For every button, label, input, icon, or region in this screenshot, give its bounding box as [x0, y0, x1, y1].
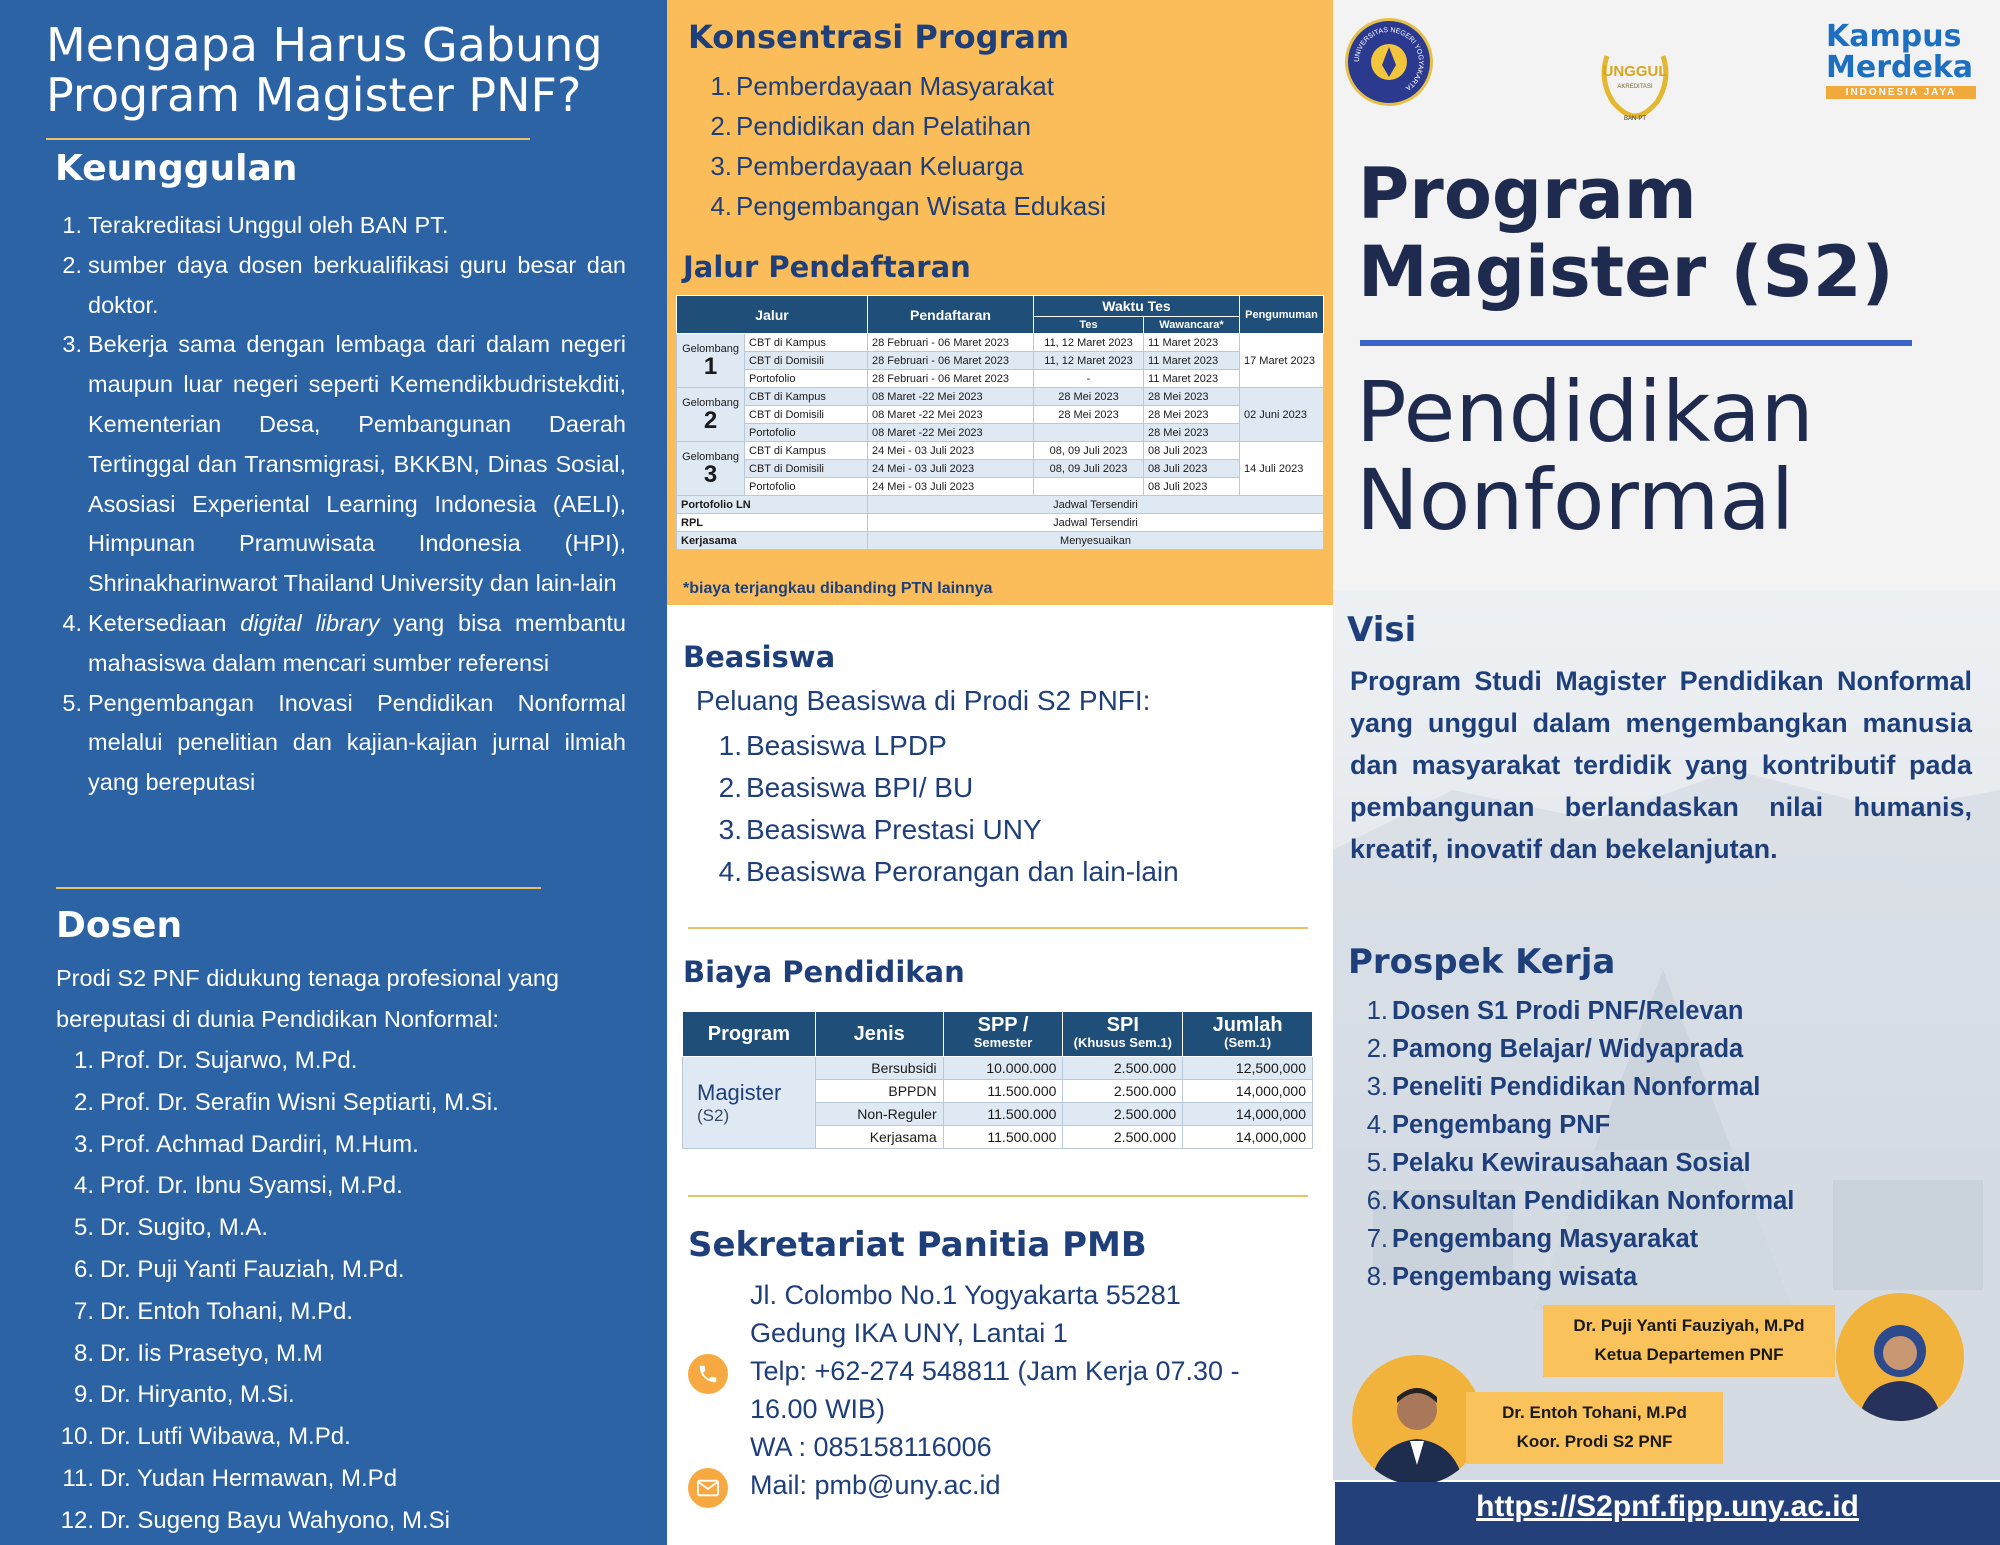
- list-item: 4. Beasiswa Perorangan dan lain-lain: [718, 856, 1179, 887]
- divider: [56, 887, 541, 889]
- jadwal-cell: Menyesuaikan: [868, 532, 1324, 550]
- jenis-cell: Bersubsidi: [815, 1057, 943, 1080]
- daftar-cell: 08 Maret -22 Mei 2023: [868, 424, 1034, 442]
- list-item: 7. Dr. Entoh Tohani, M.Pd.: [73, 1297, 354, 1325]
- wawancara-cell: 08 Juli 2023: [1144, 442, 1240, 460]
- jalur-cell: CBT di Domisili: [745, 406, 868, 424]
- list-item: 3. Prof. Achmad Dardiri, M.Hum.: [73, 1130, 419, 1158]
- dosen-intro: Prodi S2 PNF didukung tenaga profesional yang bereputasi di dunia Pendidikan Nonformal:: [56, 965, 559, 1032]
- gelombang-cell: Gelombang 2: [677, 388, 745, 442]
- col-jenis: Jenis: [815, 1012, 943, 1057]
- table-row: [677, 352, 1324, 370]
- list-item: 4. Prof. Dr. Ibnu Syamsi, M.Pd.: [73, 1172, 403, 1200]
- wawancara-cell: 28 Mei 2023: [1144, 388, 1240, 406]
- jalur-cell: CBT di Kampus: [745, 442, 868, 460]
- list-item: 10. Dr. Lutfi Wibawa, M.Pd.: [60, 1423, 351, 1451]
- divider: [688, 1195, 1308, 1197]
- wawancara-cell: 11 Maret 2023: [1144, 352, 1240, 370]
- list-item: 3. Bekerja sama dengan lembaga dari dalam negeri maupun luar negeri seperti Kemendikbudristekditi, Kementerian Desa, Pembangunan Daerah Tertinggal dan Transmigrasi, BKKBN, Dinas Sosial, Asosiasi Experiental Learning Indonesia (AELI), Himpunan Pramuwisata Indonesia (HPI), Shrinakharinwarot Thailand University dan lain-lain: [62, 331, 626, 597]
- tes-cell: 08, 09 Juli 2023: [1034, 460, 1144, 478]
- keunggulan-list: [56, 206, 626, 803]
- list-item: 6. Konsultan Pendidikan Nonformal: [1366, 1187, 1795, 1215]
- jadwal-cell: Jadwal Tersendiri: [868, 496, 1324, 514]
- list-item: 2. Prof. Dr. Serafin Wisni Septiarti, M.Si.: [73, 1088, 499, 1116]
- col-program: Program: [683, 1012, 816, 1057]
- list-item: 4. Ketersediaan digital library yang bisa membantu mahasiswa dalam mencari sumber referensi: [62, 609, 626, 676]
- registration-table: [676, 295, 1324, 550]
- building-line: Gedung IKA UNY, Lantai 1: [750, 1318, 1068, 1348]
- spp-cell: 11.500.000: [943, 1103, 1063, 1126]
- reg-note: *biaya terjangkau dibanding PTN lainnya: [683, 580, 993, 597]
- program-title: Program Magister (S2): [1358, 153, 1894, 313]
- list-item: 5. Pelaku Kewirausahaan Sosial: [1366, 1149, 1751, 1177]
- list-item: 3. Peneliti Pendidikan Nonformal: [1366, 1073, 1761, 1101]
- phone-icon: [688, 1354, 728, 1394]
- list-item: 2. Beasiswa BPI/ BU: [718, 772, 974, 803]
- table-row: [677, 532, 1324, 550]
- spi-cell: 2.500.000: [1063, 1103, 1183, 1126]
- list-item: 8. Pengembang wisata: [1366, 1263, 1638, 1291]
- main-heading: Mengapa Harus Gabung Program Magister PNF?: [46, 18, 603, 122]
- beasiswa-intro: Peluang Beasiswa di Prodi S2 PNFI:: [696, 685, 1151, 716]
- keunggulan-heading: Keunggulan: [55, 148, 298, 189]
- fee-table: [682, 1011, 1313, 1149]
- uny-logo: [1345, 18, 1433, 106]
- person2-label: Dr. Entoh Tohani, M.Pd Koor. Prodi S2 PNF: [1466, 1392, 1723, 1464]
- daftar-cell: 08 Maret -22 Mei 2023: [868, 406, 1034, 424]
- spp-cell: 11.500.000: [943, 1080, 1063, 1103]
- konsentrasi-list: [700, 66, 1106, 226]
- list-item: 1. Pemberdayaan Masyarakat: [710, 71, 1054, 101]
- svg-text:AKREDITASI: AKREDITASI: [1617, 84, 1653, 90]
- jalur-cell: CBT di Domisili: [745, 460, 868, 478]
- daftar-cell: 28 Februari - 06 Maret 2023: [868, 334, 1034, 352]
- svg-text:UNGGUL: UNGGUL: [1602, 63, 1668, 80]
- daftar-cell: 24 Mei - 03 Juli 2023: [868, 478, 1034, 496]
- table-row: [677, 334, 1324, 352]
- pengumuman-cell: 02 Juni 2023: [1240, 388, 1324, 442]
- list-item: 9. Dr. Hiryanto, M.Si.: [73, 1381, 295, 1409]
- phone-line: Telp: +62-274 548811 (Jam Kerja 07.30 - 16.00 WIB): [750, 1356, 1240, 1424]
- svg-text:BAN-PT: BAN-PT: [1623, 116, 1647, 122]
- jumlah-cell: 14,000,000: [1183, 1103, 1313, 1126]
- jalur-cell: Portofolio: [745, 424, 868, 442]
- visi-heading: Visi: [1347, 610, 1417, 650]
- list-item: 3. Pemberdayaan Keluarga: [710, 151, 1024, 181]
- divider: [688, 927, 1308, 929]
- spp-cell: 11.500.000: [943, 1126, 1063, 1149]
- address-line: Jl. Colombo No.1 Yogyakarta 55281: [750, 1280, 1181, 1310]
- list-item: 1. Dosen S1 Prodi PNF/Relevan: [1366, 997, 1744, 1025]
- table-row: [677, 406, 1324, 424]
- visi-text: Program Studi Magister Pendidikan Nonformal yang unggul dalam mengembangkan manusia dan masyarakat terdidik yang kontributif pada pembangunan berlandaskan nilai humanis, kreatif, inovatif dan bekelanjutan.: [1350, 666, 1972, 864]
- website-link[interactable]: https://S2pnf.fipp.uny.ac.id: [1476, 1490, 1859, 1523]
- spi-cell: 2.500.000: [1063, 1057, 1183, 1080]
- list-item: 12. Dr. Sugeng Bayu Wahyono, M.Si: [60, 1506, 450, 1534]
- kampus-merdeka-logo: Kampus Merdeka INDONESIA JAYA: [1826, 22, 1976, 110]
- daftar-cell: 24 Mei - 03 Juli 2023: [868, 442, 1034, 460]
- prospek-heading: Prospek Kerja: [1348, 942, 1616, 982]
- contact-block: [750, 1276, 1290, 1504]
- pengumuman-cell: 17 Maret 2023: [1240, 334, 1324, 388]
- email-line[interactable]: Mail: pmb@uny.ac.id: [750, 1470, 1001, 1500]
- program-subtitle: Pendidikan Nonformal: [1356, 363, 1814, 549]
- table-row: [677, 514, 1324, 532]
- jalur-heading: Jalur Pendaftaran: [683, 250, 971, 284]
- jalur-cell: CBT di Kampus: [745, 388, 868, 406]
- jenis-cell: Non-Reguler: [815, 1103, 943, 1126]
- table-row: [677, 370, 1324, 388]
- list-item: 1. Beasiswa LPDP: [718, 730, 947, 761]
- table-row: [677, 442, 1324, 460]
- gelombang-cell: Gelombang 1: [677, 334, 745, 388]
- col-wawancara: Wawancara*: [1144, 317, 1240, 334]
- tes-cell: 11, 12 Maret 2023: [1034, 352, 1144, 370]
- wa-line: WA : 085158116006: [750, 1432, 992, 1462]
- gelombang-cell: Gelombang 3: [677, 442, 745, 496]
- list-item: 11. Dr. Yudan Hermawan, M.Pd: [62, 1464, 398, 1492]
- list-item: 6. Dr. Puji Yanti Fauziah, M.Pd.: [73, 1255, 405, 1283]
- wawancara-cell: 28 Mei 2023: [1144, 406, 1240, 424]
- person2-photo: [1352, 1355, 1482, 1485]
- table-row: [677, 424, 1324, 442]
- jalur-cell: Portofolio: [745, 478, 868, 496]
- prospek-list: [1362, 992, 1794, 1296]
- daftar-cell: 28 Februari - 06 Maret 2023: [868, 352, 1034, 370]
- col-jumlah: Jumlah (Sem.1): [1183, 1012, 1313, 1057]
- tes-cell: 28 Mei 2023: [1034, 388, 1144, 406]
- col-spi: SPI (Khusus Sem.1): [1063, 1012, 1183, 1057]
- table-row: [683, 1057, 1313, 1080]
- biaya-heading: Biaya Pendidikan: [683, 955, 965, 989]
- col-spp: SPP / Semester: [943, 1012, 1063, 1057]
- pengumuman-cell: 14 Juli 2023: [1240, 442, 1324, 496]
- list-item: 3. Beasiswa Prestasi UNY: [718, 814, 1042, 845]
- list-item: 2. Pamong Belajar/ Widyaprada: [1366, 1035, 1744, 1063]
- svg-text:UNIVERSITAS NEGERI YOGYAKARTA: UNIVERSITAS NEGERI YOGYAKARTA: [1353, 26, 1425, 92]
- list-item: 1. Prof. Dr. Sujarwo, M.Pd.: [73, 1047, 358, 1074]
- dosen-list: [56, 1040, 626, 1542]
- jumlah-cell: 12,500,000: [1183, 1057, 1313, 1080]
- person1-photo: [1836, 1293, 1964, 1421]
- spi-cell: 2.500.000: [1063, 1080, 1183, 1103]
- sekretariat-heading: Sekretariat Panitia PMB: [688, 1225, 1147, 1265]
- wawancara-cell: 08 Juli 2023: [1144, 478, 1240, 496]
- col-waktu-tes: Waktu Tes: [1034, 296, 1240, 317]
- tes-cell: 11, 12 Maret 2023: [1034, 334, 1144, 352]
- jalur-cell: CBT di Domisili: [745, 352, 868, 370]
- tes-cell: -: [1034, 370, 1144, 388]
- col-pendaftaran: Pendaftaran: [868, 296, 1034, 334]
- tes-cell: [1034, 478, 1144, 496]
- mail-icon: [688, 1468, 728, 1508]
- list-item: 7. Pengembang Masyarakat: [1366, 1225, 1699, 1253]
- title-underline: [1360, 340, 1912, 346]
- table-row: [677, 460, 1324, 478]
- beasiswa-heading: Beasiswa: [683, 640, 836, 674]
- spi-cell: 2.500.000: [1063, 1126, 1183, 1149]
- jalur-cell: CBT di Kampus: [745, 334, 868, 352]
- list-item: 4. Pengembangan Wisata Edukasi: [710, 191, 1107, 221]
- daftar-cell: 08 Maret -22 Mei 2023: [868, 388, 1034, 406]
- konsentrasi-heading: Konsentrasi Program: [688, 18, 1070, 56]
- person1-label: Dr. Puji Yanti Fauziyah, M.Pd Ketua Departemen PNF: [1543, 1305, 1835, 1377]
- list-item: 2. sumber daya dosen berkualifikasi guru besar dan doktor.: [62, 251, 626, 318]
- wawancara-cell: 28 Mei 2023: [1144, 424, 1240, 442]
- dosen-heading: Dosen: [56, 905, 183, 946]
- jadwal-cell: Jadwal Tersendiri: [868, 514, 1324, 532]
- tes-cell: 28 Mei 2023: [1034, 406, 1144, 424]
- jumlah-cell: 14,000,000: [1183, 1126, 1313, 1149]
- jalur-cell: Portofolio LN: [677, 496, 868, 514]
- jalur-cell: Kerjasama: [677, 532, 868, 550]
- table-row: [677, 388, 1324, 406]
- list-item: 8. Dr. Iis Prasetyo, M.M: [73, 1339, 323, 1367]
- wawancara-cell: 11 Maret 2023: [1144, 370, 1240, 388]
- wawancara-cell: 08 Juli 2023: [1144, 460, 1240, 478]
- list-item: 2. Pendidikan dan Pelatihan: [710, 111, 1031, 141]
- jenis-cell: BPPDN: [815, 1080, 943, 1103]
- col-jalur: Jalur: [677, 296, 868, 334]
- list-item: 5. Pengembangan Inovasi Pendidikan Nonformal melalui penelitian dan kajian-kajian jurnal ilmiah yang bereputasi: [62, 689, 626, 796]
- unggul-badge: [1595, 36, 1675, 122]
- left-panel: [0, 0, 667, 1545]
- program-cell: Magister (S2): [683, 1057, 816, 1149]
- jumlah-cell: 14,000,000: [1183, 1080, 1313, 1103]
- wawancara-cell: 11 Maret 2023: [1144, 334, 1240, 352]
- tes-cell: 08, 09 Juli 2023: [1034, 442, 1144, 460]
- spp-cell: 10.000.000: [943, 1057, 1063, 1080]
- jalur-cell: RPL: [677, 514, 868, 532]
- list-item: 5. Dr. Sugito, M.A.: [73, 1214, 269, 1242]
- jenis-cell: Kerjasama: [815, 1126, 943, 1149]
- col-tes: Tes: [1034, 317, 1144, 334]
- divider: [46, 138, 530, 140]
- tes-cell: [1034, 424, 1144, 442]
- table-row: [677, 478, 1324, 496]
- beasiswa-list: [706, 725, 1179, 893]
- col-pengumuman: Pengumuman: [1240, 296, 1324, 334]
- daftar-cell: 28 Februari - 06 Maret 2023: [868, 370, 1034, 388]
- list-item: 4. Pengembang PNF: [1366, 1111, 1611, 1139]
- jalur-cell: Portofolio: [745, 370, 868, 388]
- list-item: 1. Terakreditasi Unggul oleh BAN PT.: [62, 212, 449, 238]
- daftar-cell: 24 Mei - 03 Juli 2023: [868, 460, 1034, 478]
- table-row: [677, 496, 1324, 514]
